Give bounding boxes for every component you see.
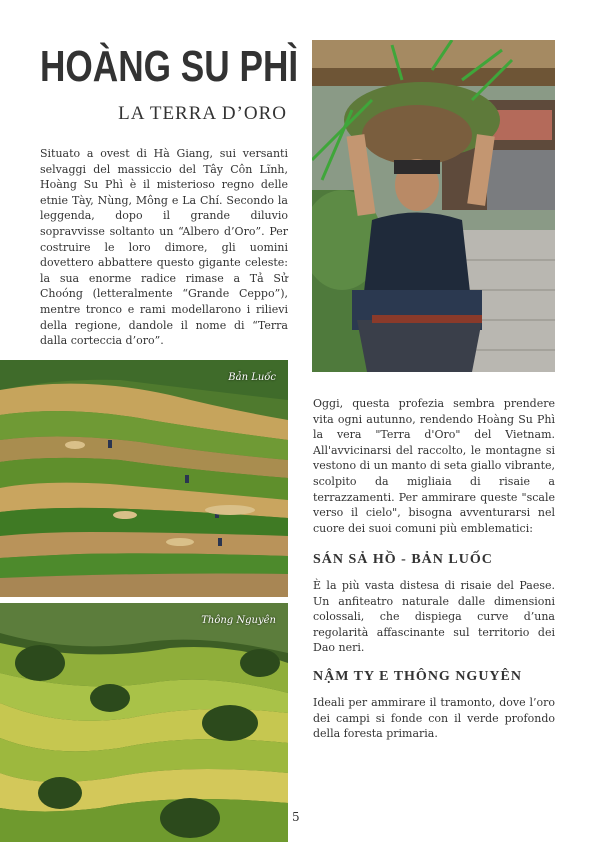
photo-ban-luoc-terraces: [0, 360, 288, 597]
section-body-san-sa-ho: È la più vasta distesa di risaie del Paese. Un anfiteatro naturale dalle dimensioni colossali, che dispiega curve d’una regolarità affascinante sul territorio dei Dao neri.: [313, 579, 555, 655]
photo-woman-carrying-rice: [312, 40, 555, 372]
section-title-san-sa-ho: SÁN SẢ HỒ - BẢN LUỐC: [313, 552, 493, 567]
section-body-nam-ty: Ideali per ammirare il tramonto, dove l’oro dei campi si fonde con il verde profondo della foresta primaria.: [313, 696, 555, 741]
section-title-nam-ty: NẬM TY E THÔNG NGUYÊN: [313, 669, 522, 684]
photo-thong-nguyen-terraces: [0, 603, 288, 842]
page-title: HOÀNG SU PHÌ: [40, 42, 299, 91]
intro-paragraph: Situato a ovest di Hà Giang, sui versanti selvaggi del massiccio del Tây Côn Lĩnh, Hoàng Su Phì è il misterioso regno delle etnie Tày, Nùng, Mông e La Chí. Secondo la leggenda, dopo il grande diluvio sopravvisse soltanto un “Albero d’Oro”. Per costruire le loro dimore, gli uomini dovettero abbattere questo gigante celeste: la sua enorme radice rimase a Tả Sử Choóng (letteralmente “Grande Ceppo”), mentre tronco e rami modellarono i rilievi della regione, dandole il nome di “Terra dalla corteccia d’oro”.: [40, 147, 288, 348]
photo-caption-thong-nguyen: Thông Nguyên: [201, 615, 276, 626]
photo-caption-ban-luoc: Bản Luốc: [228, 372, 276, 383]
page-number: 5: [292, 810, 300, 824]
page-subtitle: LA TERRA D’ORO: [118, 103, 287, 124]
column2-paragraph: Oggi, questa profezia sembra prendere vita ogni autunno, rendendo Hoàng Su Phì la vera "Terra d'Oro" del Vietnam. All'avvicinarsi del raccolto, le montagne si vestono di un manto di seta giallo vibrante, scolpito da migliaia di risaie a terrazzamenti. Per ammirare queste "scale verso il cielo", bisogna avventurarsi nel cuore dei suoi comuni più emblematici:: [313, 397, 556, 535]
